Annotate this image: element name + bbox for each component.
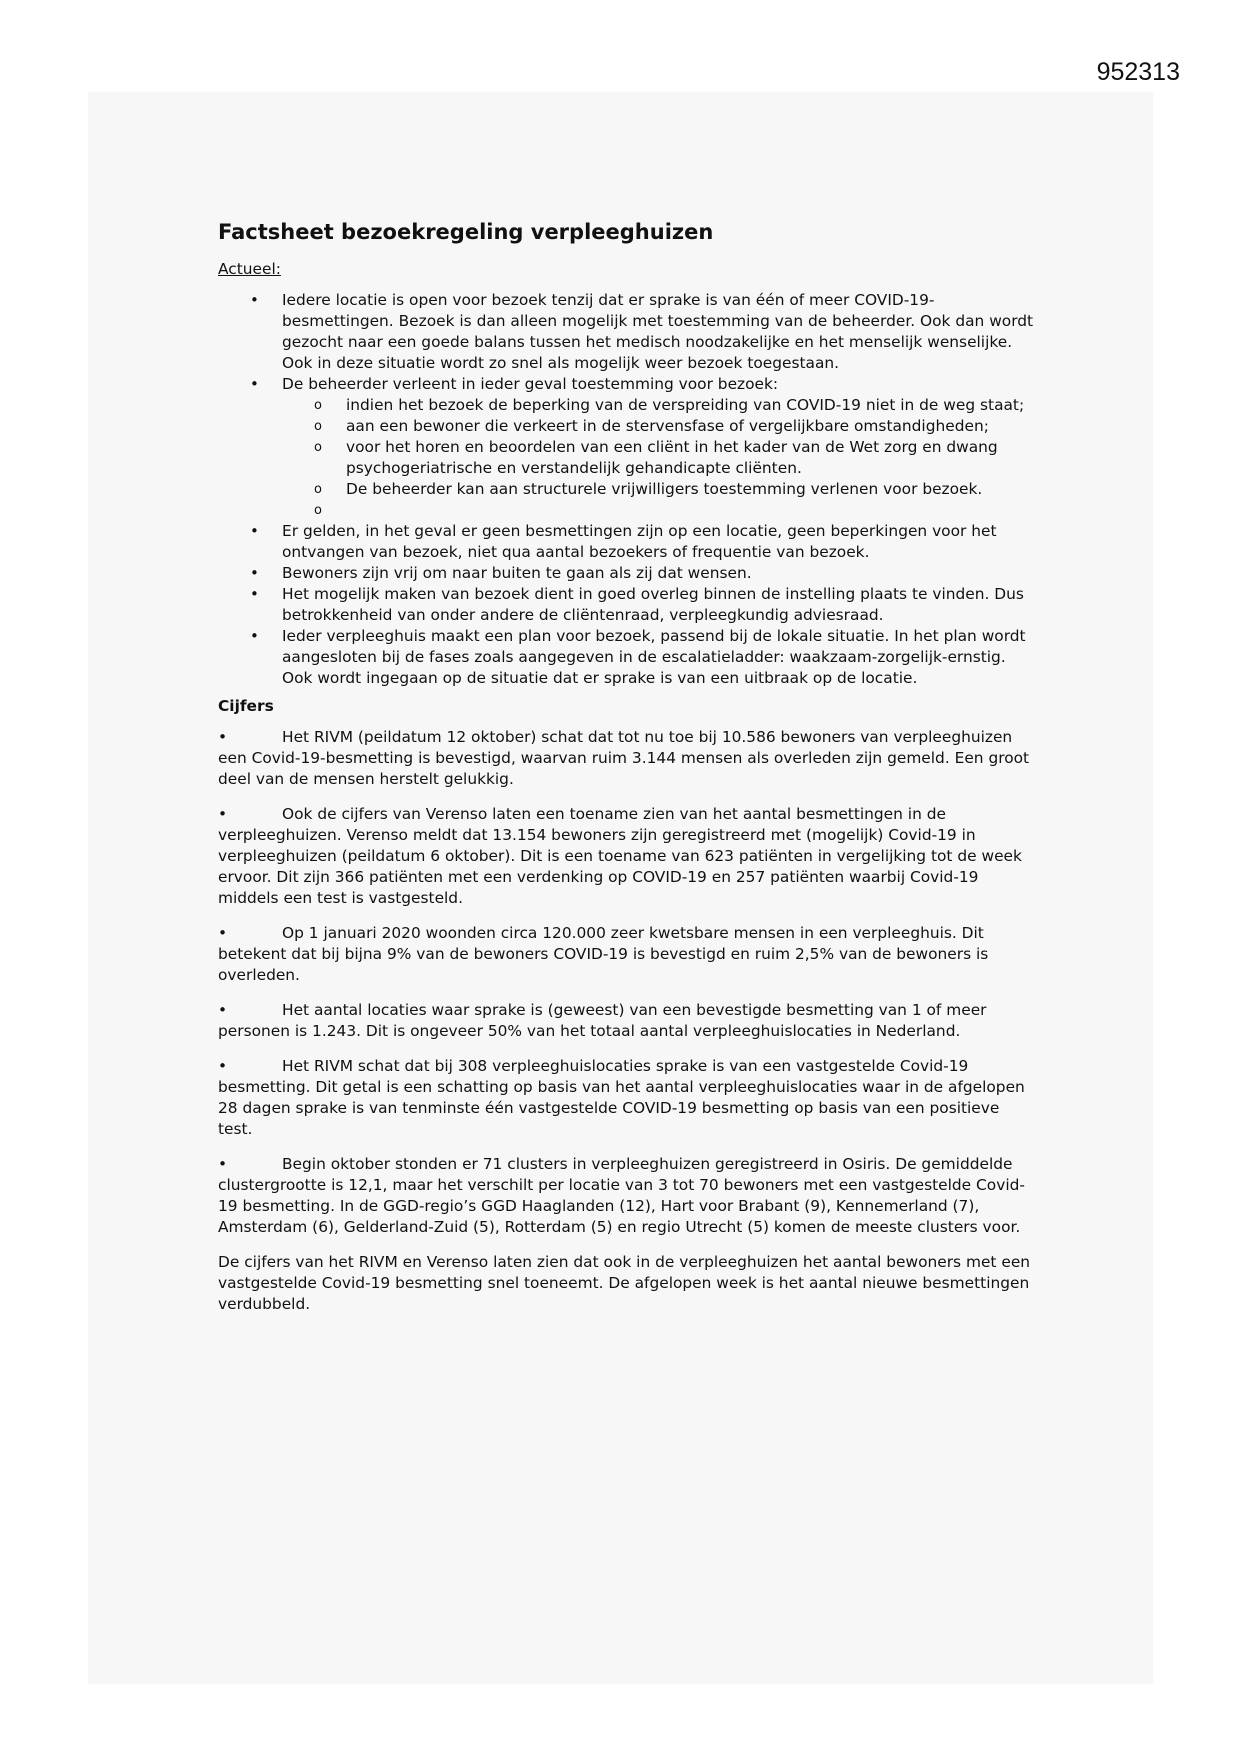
- circle-bullet-icon: o: [314, 419, 322, 434]
- bullet-icon: •: [250, 291, 259, 309]
- list-item-text: De beheerder verleent in ieder geval toestemming voor bezoek:: [282, 375, 779, 393]
- section-heading-actueel: Actueel:: [218, 260, 281, 278]
- figure-text: Ook de cijfers van Verenso laten een toename zien van het aantal besmettingen in de verpleeghuizen. Verenso meldt dat 13.154 bewoners zijn geregistreerd met (mogelijk) Covid-19 in verpleeghuizen (peildatum 6 oktober). Dit is een toename van 623 patiënten in vergelijking tot de week ervoor. Dit zijn 366 patiënten met een verdenking op COVID-19 en 257 patiënten waarbij Covid-19 middels een test is vastgesteld.: [218, 805, 1022, 907]
- list-item-text: Bewoners zijn vrij om naar buiten te gaan als zij dat wensen.: [282, 564, 752, 582]
- bullet-icon: •: [250, 585, 259, 603]
- sub-list-item-text: voor het horen en beoordelen van een cliënt in het kader van de Wet zorg en dwang psychogeriatrische en verstandelijk gehandicapte cliënten.: [346, 438, 998, 477]
- document-title: Factsheet bezoekregeling verpleeghuizen: [218, 220, 714, 244]
- list-item: [218, 584, 1038, 626]
- circle-bullet-icon: o: [314, 503, 322, 518]
- bullet-icon: •: [250, 627, 259, 645]
- list-item: [218, 521, 1038, 563]
- figure-paragraph: [218, 1000, 1038, 1042]
- bullet-icon: •: [218, 924, 228, 942]
- list-item-text: Ieder verpleeghuis maakt een plan voor bezoek, passend bij de lokale situatie. In het plan wordt aangesloten bij de fases zoals aangegeven in de escalatieladder: waakzaam-zorgelijk-ernstig. Ook wordt ingegaan op de situatie dat er sprake is van een uitbraak op de locatie.: [282, 627, 1026, 687]
- circle-bullet-icon: o: [314, 398, 322, 413]
- bullet-icon: •: [218, 805, 228, 823]
- bullet-icon: •: [218, 1001, 228, 1019]
- bullet-icon: •: [218, 728, 228, 746]
- bullet-icon: •: [218, 1057, 228, 1075]
- figure-text: Op 1 januari 2020 woonden circa 120.000 zeer kwetsbare mensen in een verpleeghuis. Dit betekent dat bij bijna 9% van de bewoners COVID-19 is bevestigd en ruim 2,5% van de bewoners is overleden.: [218, 924, 989, 984]
- figures-section: [218, 727, 1038, 1238]
- sub-list-item: [282, 416, 1038, 437]
- sub-list-item: [282, 479, 1038, 500]
- sub-list-item-text: indien het bezoek de beperking van de verspreiding van COVID-19 niet in de weg staat;: [346, 396, 1025, 414]
- sub-list-item: [282, 500, 1038, 521]
- figure-text: Het RIVM (peildatum 12 oktober) schat dat tot nu toe bij 10.586 bewoners van verpleeghuizen een Covid-19-besmetting is bevestigd, waarvan ruim 3.144 mensen als overleden zijn gemeld. Een groot deel van de mensen herstelt gelukkig.: [218, 728, 1030, 788]
- sub-list-item: [282, 395, 1038, 416]
- closing-paragraph: De cijfers van het RIVM en Verenso laten zien dat ook in de verpleeghuizen het aantal bewoners met een vastgestelde Covid-19 besmetting snel toeneemt. De afgelopen week is het aantal nieuwe besmettingen verdubbeld.: [218, 1253, 1031, 1313]
- figure-paragraph: [218, 727, 1038, 790]
- list-item-text: Iedere locatie is open voor bezoek tenzij dat er sprake is van één of meer COVID-19-besmettingen. Bezoek is dan alleen mogelijk met toestemming van de beheerder. Ook dan wordt gezocht naar een goede balans tussen het medisch noodzakelijke en het menselijk wenselijke. Ook in deze situatie wordt zo snel als mogelijk weer bezoek toegestaan.: [282, 291, 1034, 372]
- figure-text: Begin oktober stonden er 71 clusters in verpleeghuizen geregistreerd in Osiris. De gemiddelde clustergrootte is 12,1, maar het verschilt per locatie van 3 tot 70 bewoners met een vastgestelde Covid-19 besmetting. In de GGD-regio’s GGD Haaglanden (12), Hart voor Brabant (9), Kennemerland (7), Amsterdam (6), Gelderland-Zuid (5), Rotterdam (5) en regio Utrecht (5) komen de meeste clusters voor.: [218, 1155, 1025, 1236]
- bullet-icon: •: [218, 1155, 228, 1173]
- figure-paragraph: [218, 1056, 1038, 1140]
- document-number: 952313: [1096, 58, 1180, 86]
- bullet-icon: •: [250, 564, 259, 582]
- list-item: [218, 563, 1038, 584]
- bullet-icon: •: [250, 375, 259, 393]
- section-heading-cijfers: Cijfers: [218, 697, 274, 715]
- figure-paragraph: [218, 804, 1038, 909]
- sub-list-item-text: De beheerder kan aan structurele vrijwilligers toestemming verlenen voor bezoek.: [346, 480, 983, 498]
- figure-text: Het RIVM schat dat bij 308 verpleeghuislocaties sprake is van een vastgestelde Covid-19 besmetting. Dit getal is een schatting op basis van het aantal verpleeghuislocaties waar in de afgelopen 28 dagen sprake is van tenminste één vastgestelde COVID-19 besmetting op basis van een positieve test.: [218, 1057, 1025, 1138]
- circle-bullet-icon: o: [314, 482, 322, 497]
- actueel-list: [218, 290, 1038, 689]
- sub-list: [282, 395, 1038, 521]
- list-item: [218, 290, 1038, 374]
- sub-list-item: [282, 437, 1038, 479]
- document-body: [218, 218, 1038, 1315]
- figure-text: Het aantal locaties waar sprake is (geweest) van een bevestigde besmetting van 1 of meer personen is 1.243. Dit is ongeveer 50% van het totaal aantal verpleeghuislocaties in Nederland.: [218, 1001, 987, 1040]
- circle-bullet-icon: o: [314, 440, 322, 455]
- list-item-text: Er gelden, in het geval er geen besmettingen zijn op een locatie, geen beperkingen voor het ontvangen van bezoek, niet qua aantal bezoekers of frequentie van bezoek.: [282, 522, 997, 561]
- list-item: [218, 626, 1038, 689]
- bullet-icon: •: [250, 522, 259, 540]
- figure-paragraph: [218, 923, 1038, 986]
- list-item: [218, 374, 1038, 521]
- list-item-text: Het mogelijk maken van bezoek dient in goed overleg binnen de instelling plaats te vinden. Dus betrokkenheid van onder andere de cliëntenraad, verpleegkundig adviesraad.: [282, 585, 1024, 624]
- figure-paragraph: [218, 1154, 1038, 1238]
- sub-list-item-text: aan een bewoner die verkeert in de stervensfase of vergelijkbare omstandigheden;: [346, 417, 989, 435]
